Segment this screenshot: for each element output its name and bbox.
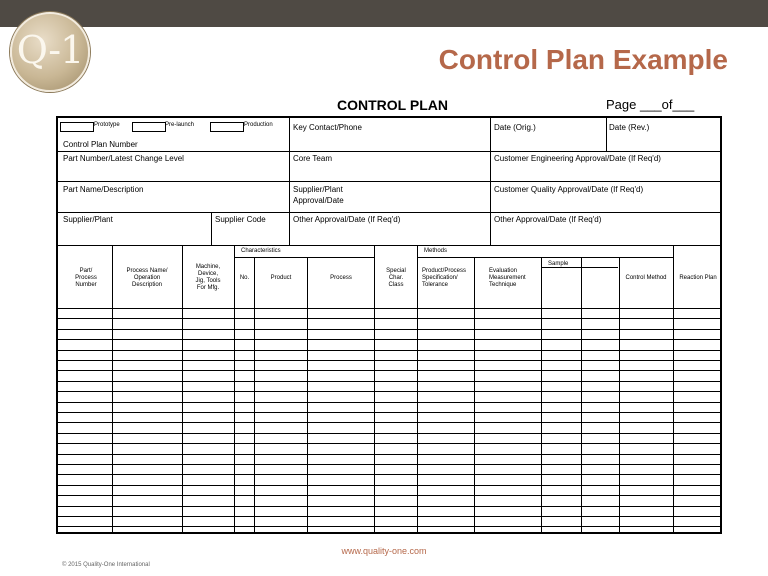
- col-header-control-method: Control Method: [625, 275, 667, 281]
- divider: [58, 212, 720, 213]
- grid-line: [619, 257, 620, 532]
- col-header-no: No.: [239, 275, 250, 281]
- grid-line: [254, 257, 255, 532]
- divider: [58, 181, 720, 182]
- page-number-label: Page ___of___: [606, 97, 695, 112]
- grid-line: [673, 246, 674, 532]
- col-header-reaction-plan: Reaction Plan: [679, 275, 717, 281]
- copyright-text: © 2015 Quality-One International: [62, 562, 150, 568]
- grid-line: [58, 506, 720, 507]
- grid-line: [58, 474, 720, 475]
- grid-line: [112, 246, 113, 532]
- col-header-specification: Product/Process Specification/ Tolerance: [422, 268, 467, 288]
- grid-line: [234, 246, 235, 532]
- pre-launch-checkbox[interactable]: [132, 122, 166, 132]
- col-header-product: Product: [270, 275, 292, 281]
- production-checkbox[interactable]: [210, 122, 244, 132]
- grid-line: [58, 454, 720, 455]
- supplier-code-label: Supplier Code: [215, 215, 266, 224]
- grid-line: [58, 339, 720, 340]
- col-header-process: Process: [330, 275, 352, 281]
- grid-line: [58, 516, 720, 517]
- grid-line: [58, 391, 720, 392]
- logo-text: Q-1: [16, 28, 84, 72]
- pre-launch-label: Pre-launch: [165, 122, 195, 128]
- grid-line: [182, 246, 183, 532]
- col-header-machine: Machine, Device, Jig, Tools For Mfg.: [195, 264, 221, 291]
- slide-title: Control Plan Example: [438, 44, 728, 75]
- production-label: Production: [244, 122, 273, 128]
- other-approval-label-1: Other Approval/Date (If Req'd): [293, 215, 401, 224]
- col-header-part-number: Part/ Process Number: [75, 268, 97, 288]
- date-rev-label: Date (Rev.): [609, 123, 650, 132]
- grid-line: [58, 464, 720, 465]
- grid-line: [58, 443, 720, 444]
- divider: [234, 257, 374, 258]
- top-bar: [0, 0, 768, 27]
- customer-quality-label: Customer Quality Approval/Date (If Req'd): [494, 185, 644, 194]
- methods-header: Methods: [424, 248, 448, 254]
- supplier-approval-label-2: Approval/Date: [293, 196, 344, 205]
- footer-url[interactable]: www.quality-one.com: [341, 546, 427, 556]
- grid-line: [417, 246, 418, 532]
- other-approval-label-2: Other Approval/Date (If Req'd): [494, 215, 602, 224]
- divider: [58, 245, 720, 246]
- grid-line: [58, 318, 720, 319]
- grid-line: [474, 257, 475, 532]
- grid-line: [58, 402, 720, 403]
- grid-line: [307, 257, 308, 532]
- prototype-label: Prototype: [94, 122, 120, 128]
- key-contact-label: Key Contact/Phone: [293, 123, 362, 132]
- grid-line: [58, 360, 720, 361]
- control-plan-number-label: Control Plan Number: [63, 140, 138, 149]
- grid-line: [581, 257, 582, 532]
- characteristics-header: Characteristics: [241, 248, 281, 254]
- quality-one-logo: [10, 12, 90, 92]
- grid-line: [58, 433, 720, 434]
- grid-line: [58, 308, 720, 309]
- divider: [417, 257, 673, 258]
- customer-engineering-label: Customer Engineering Approval/Date (If Req'd): [494, 154, 661, 163]
- grid-line: [58, 412, 720, 413]
- part-number-label: Part Number/Latest Change Level: [63, 154, 184, 163]
- grid-line: [58, 329, 720, 330]
- grid-line: [58, 495, 720, 496]
- grid-line: [58, 350, 720, 351]
- date-orig-label: Date (Orig.): [494, 123, 536, 132]
- grid-line: [58, 370, 720, 371]
- supplier-plant-label: Supplier/Plant: [63, 215, 113, 224]
- supplier-approval-label-1: Supplier/Plant: [293, 185, 343, 194]
- col-header-special-char: Special Char. Class: [386, 268, 406, 288]
- prototype-checkbox[interactable]: [60, 122, 94, 132]
- grid-line: [58, 526, 720, 527]
- sample-header: Sample: [548, 261, 569, 267]
- col-header-process-name: Process Name/ Operation Description: [126, 268, 168, 288]
- divider: [606, 118, 607, 152]
- core-team-label: Core Team: [293, 154, 332, 163]
- control-plan-form: [56, 116, 722, 534]
- divider: [58, 151, 720, 152]
- grid-line: [374, 246, 375, 532]
- form-title: CONTROL PLAN: [337, 97, 448, 113]
- col-header-evaluation: Evaluation Measurement Technique: [489, 268, 526, 288]
- grid-line: [58, 381, 720, 382]
- divider: [289, 118, 290, 246]
- part-name-label: Part Name/Description: [63, 185, 144, 194]
- grid-line: [58, 485, 720, 486]
- grid-line: [541, 257, 542, 532]
- grid-line: [58, 422, 720, 423]
- divider: [211, 212, 212, 246]
- divider: [490, 118, 491, 246]
